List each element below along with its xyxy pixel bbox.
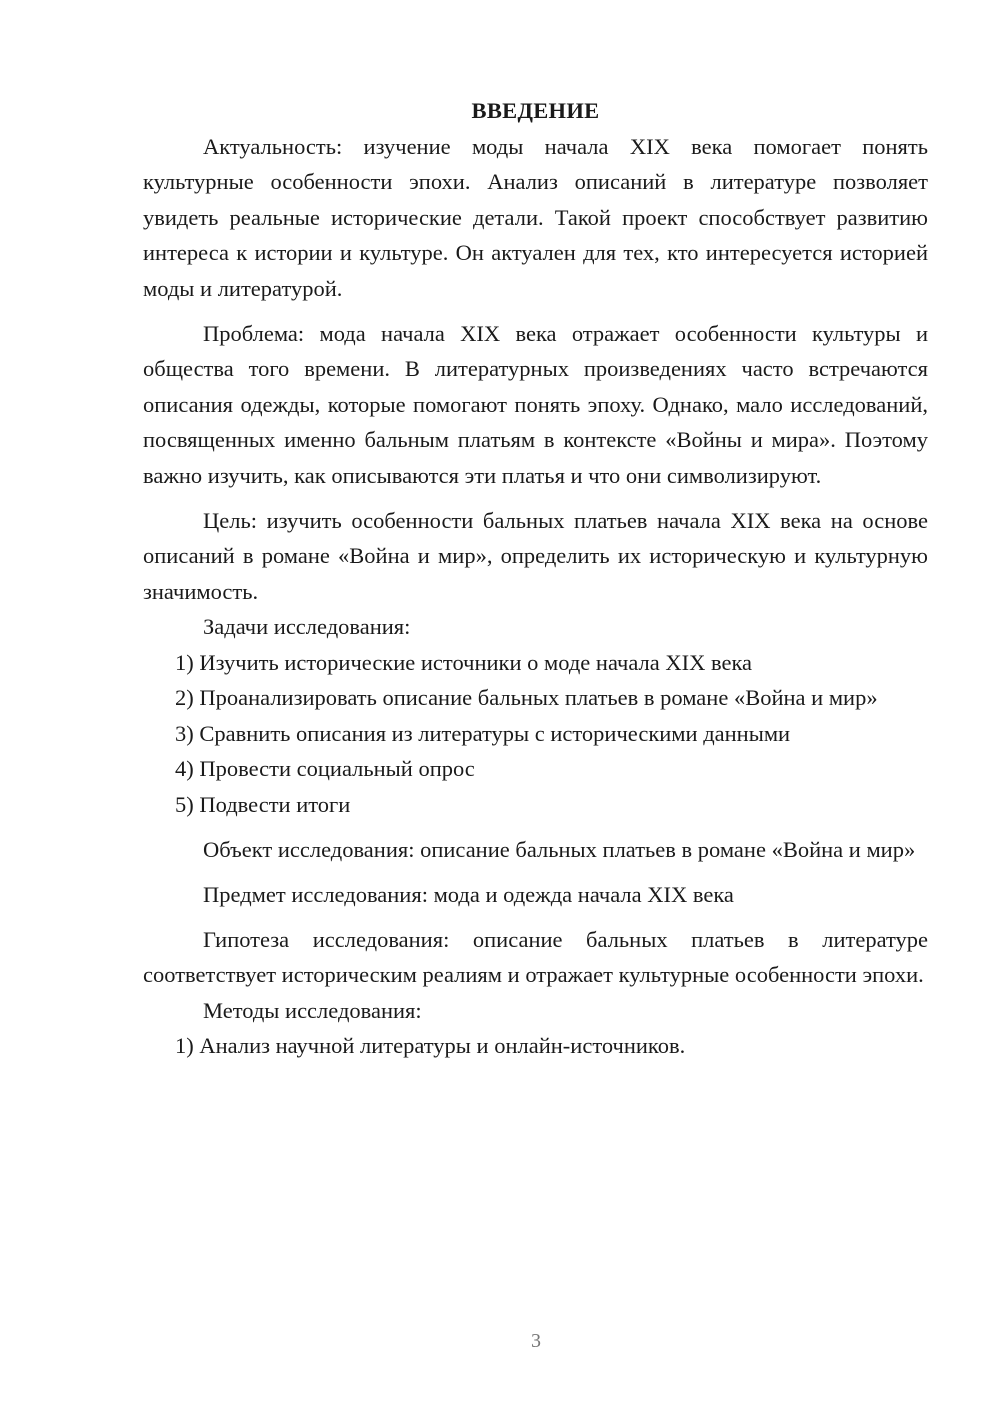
page-number: 3 <box>531 1330 541 1352</box>
tasks-heading: Задачи исследования: <box>203 614 411 639</box>
page-content <box>143 93 928 1064</box>
object-paragraph: Объект исследования: описание бальных платьев в романе «Война и мир» <box>203 836 916 862</box>
task-item-5: 5) Подвести итоги <box>175 791 351 817</box>
method-item-1: 1) Анализ научной литературы и онлайн-источников. <box>175 1033 686 1058</box>
task-item-4: 4) Провести социальный опрос <box>175 756 475 781</box>
task-item-3: 3) Сравнить описания из литературы с историческими данными <box>175 720 791 746</box>
goal-paragraph: Цель: изучить особенности бальных платьев начала XIX века на основе описаний в романе «Война и мир», определить их историческую и культурную значимость. <box>143 507 928 604</box>
methods-heading: Методы исследования: <box>203 997 422 1023</box>
task-item-1: 1) Изучить исторические источники о моде начала XIX века <box>175 649 753 675</box>
hypothesis-paragraph: Гипотеза исследования: описание бальных платьев в литературе соответствует историческим реалиям и отражает культурные особенности эпохи. <box>143 926 928 987</box>
problem-paragraph: Проблема: мода начала XIX века отражает особенности культуры и общества того времени. В литературных произведениях часто встречаются описания одежды, которые помогают понять эпоху. Однако, мало исследований, посвященных именно бальным платьям в контексте «Войны и мира». Поэтому важно изучить, как описываются эти платья и что они символизируют. <box>143 320 928 488</box>
task-item-2: 2) Проанализировать описание бальных платьев в романе «Война и мир» <box>175 685 878 710</box>
subject-paragraph: Предмет исследования: мода и одежда начала XIX века <box>203 881 734 907</box>
relevance-paragraph: Актуальность: изучение моды начала XIX века помогает понять культурные особенности эпохи. Анализ описаний в литературе позволяет увидеть реальные исторические детали. Такой проект способствует развитию интереса к истории и культуре. Он актуален для тех, кто интересуется историей моды и литературой. <box>143 133 928 301</box>
section-title: ВВЕДЕНИЕ <box>471 98 600 123</box>
